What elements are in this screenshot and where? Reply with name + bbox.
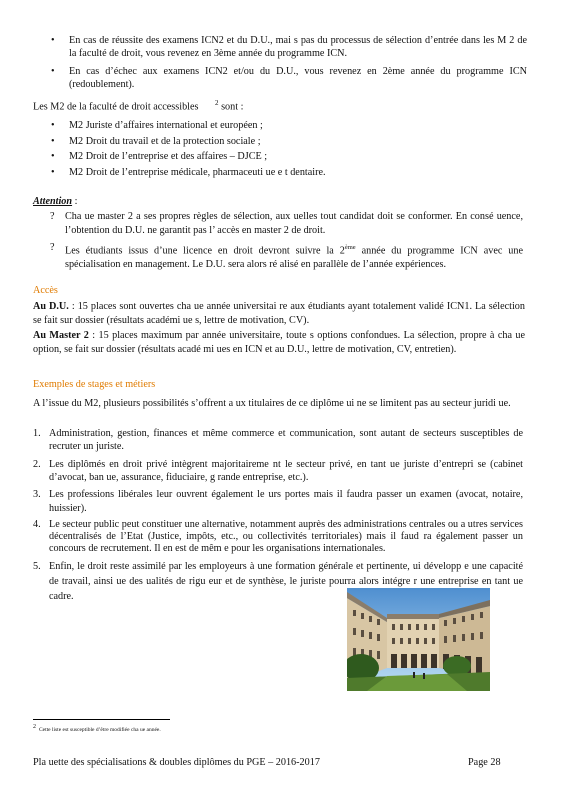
m2-intro-text: Les M2 de la faculté de droit accessibles <box>33 101 199 113</box>
stages-item <box>33 427 523 454</box>
stages-item-text: Enfin, le droit reste assimilé par les employeurs à une formation générale et pertinente, ui développ e une capacité de travail, ainsi ue des ualités de rigu eur et de synthèse, le juriste pourra alors intégre r une entreprise en tant ue cadre. <box>49 561 523 603</box>
m2-item: • M2 Droit de l’entreprise médicale, pharmaceuti ue e t dentaire. <box>37 167 527 179</box>
question-mark-icon: ? <box>50 242 55 254</box>
attention-section <box>33 195 523 275</box>
acces-title: Accès <box>33 285 58 296</box>
acces-master-label: Au Master 2 <box>33 330 89 342</box>
stages-list <box>33 427 523 604</box>
bullet-item: • En cas de réussite des examens ICN2 et du D.U., mai s pas du processus de sélection d’entrée dans les M 2 de la faculté de droit, vous revenez en 3ème année du programme ICN. <box>37 34 527 61</box>
acces-du <box>33 300 525 327</box>
superscript-eme: ème <box>344 244 356 252</box>
courtyard-photo-drawing <box>347 588 490 691</box>
m2-item: • M2 Droit du travail et de la protection sociale ; <box>37 136 527 148</box>
stages-title: Exemples de stages et métiers <box>33 379 156 390</box>
stages-item-number: 1. <box>33 427 41 439</box>
stages-item-number: 2. <box>33 458 41 470</box>
attention-item <box>33 210 523 237</box>
page-number: Page 28 <box>468 757 501 768</box>
attention-item-text-cont: année du programme ICN avec une spécialisation en management. Le D.U. sera alors ré alisé en parallèle de l’année expériences. <box>65 245 523 271</box>
stages-item <box>33 488 523 515</box>
attention-item <box>33 241 523 271</box>
acces-master-text: : 15 places maximum par année universitaire, toute s options confondues. La sélection, propre à cha ue option, se fait sur dossier (résultats acadé mi ues en ICN et au D.U., lettre de motivation, CV, entretien). <box>33 330 525 355</box>
attention-title: Attention <box>33 196 73 207</box>
courtyard-photo <box>347 588 490 691</box>
stages-intro: A l’issue du M2, plusieurs possibilités s’offrent a ux titulaires de ce diplôme ui ne se limitent pas au secteur juridi ue. <box>33 398 511 410</box>
footer-title: Pla uette des spécialisations & doubles diplômes du PGE – 2016-2017 <box>33 757 320 768</box>
stages-item-text: Les professions libérales leur ouvrent également le urs portes mais il faudra passer un examen (avocat, notaire, huissier). <box>49 489 523 514</box>
footnote-ref[interactable]: 2 <box>215 99 219 107</box>
acces-du-text: : 15 places sont ouvertes cha ue année universitai re aux étudiants ayant totalement validé ICN1. La sélection se fait sur dossier (résultats académi ue s, lettre de motivation, CV). <box>33 301 525 326</box>
stages-item <box>33 519 523 555</box>
m2-list <box>37 120 527 182</box>
stages-item-number: 3. <box>33 489 41 501</box>
m2-intro-end: sont : <box>218 101 244 113</box>
m2-intro <box>33 97 523 114</box>
m2-item: • M2 Juriste d’affaires international et européen ; <box>37 120 527 132</box>
footnote-separator <box>33 719 170 720</box>
footnote-text: Cette liste est susceptible d’être modifiée cha ue année. <box>39 726 161 733</box>
attention-item-text: Les étudiants issus d’une licence en droit devront suivre la 2 <box>65 245 345 257</box>
stages-item-text: Administration, gestion, finances et même commerce et communication, sont autant de secteurs susceptibles de recruter un juriste. <box>49 427 523 453</box>
stages-item-text: Les diplômés en droit privé intègrent majoritaireme nt le secteur privé, en tant ue juriste d’entrepri se (cabinet d’avocat, ban ue, assurance, fiduciaire, g rande entreprise, etc.). <box>49 458 523 484</box>
attention-item-text: Cha ue master 2 a ses propres règles de sélection, aux uelles tout candidat doit se conformer. En consé uence, l’obtention du D.U. ne garantit pas l’ accès en master 2 de droit. <box>65 211 523 236</box>
question-mark-icon: ? <box>50 211 55 223</box>
attention-colon: : <box>72 196 78 207</box>
top-bullet-list <box>37 34 527 96</box>
footnote-number: 2 <box>33 724 36 730</box>
stages-item-number: 5. <box>33 561 41 573</box>
stages-item-text: Le secteur public peut constituer une alternative, notamment auprès des administrations centrales ou a utres services décentralisés de l’Etat (Justice, impôts, etc., ou collectivités territoriales) mais il faud ra également passer un concours de recrutement. Il en est de mêm e pour les organisations internationales. <box>49 519 523 555</box>
stages-item <box>33 458 523 485</box>
acces-du-label: Au D.U. <box>33 301 69 313</box>
footnote <box>33 723 161 734</box>
acces-section <box>33 284 525 356</box>
stages-item-number: 4. <box>33 519 41 531</box>
bullet-item: • En cas d’échec aux examens ICN2 et/ou du D.U., vous revenez en 2ème année du programme ICN (redoublement). <box>37 65 527 92</box>
acces-master <box>33 329 525 356</box>
m2-item: • M2 Droit de l’entreprise et des affaires – DJCE ; <box>37 151 527 163</box>
stages-section <box>33 378 523 608</box>
